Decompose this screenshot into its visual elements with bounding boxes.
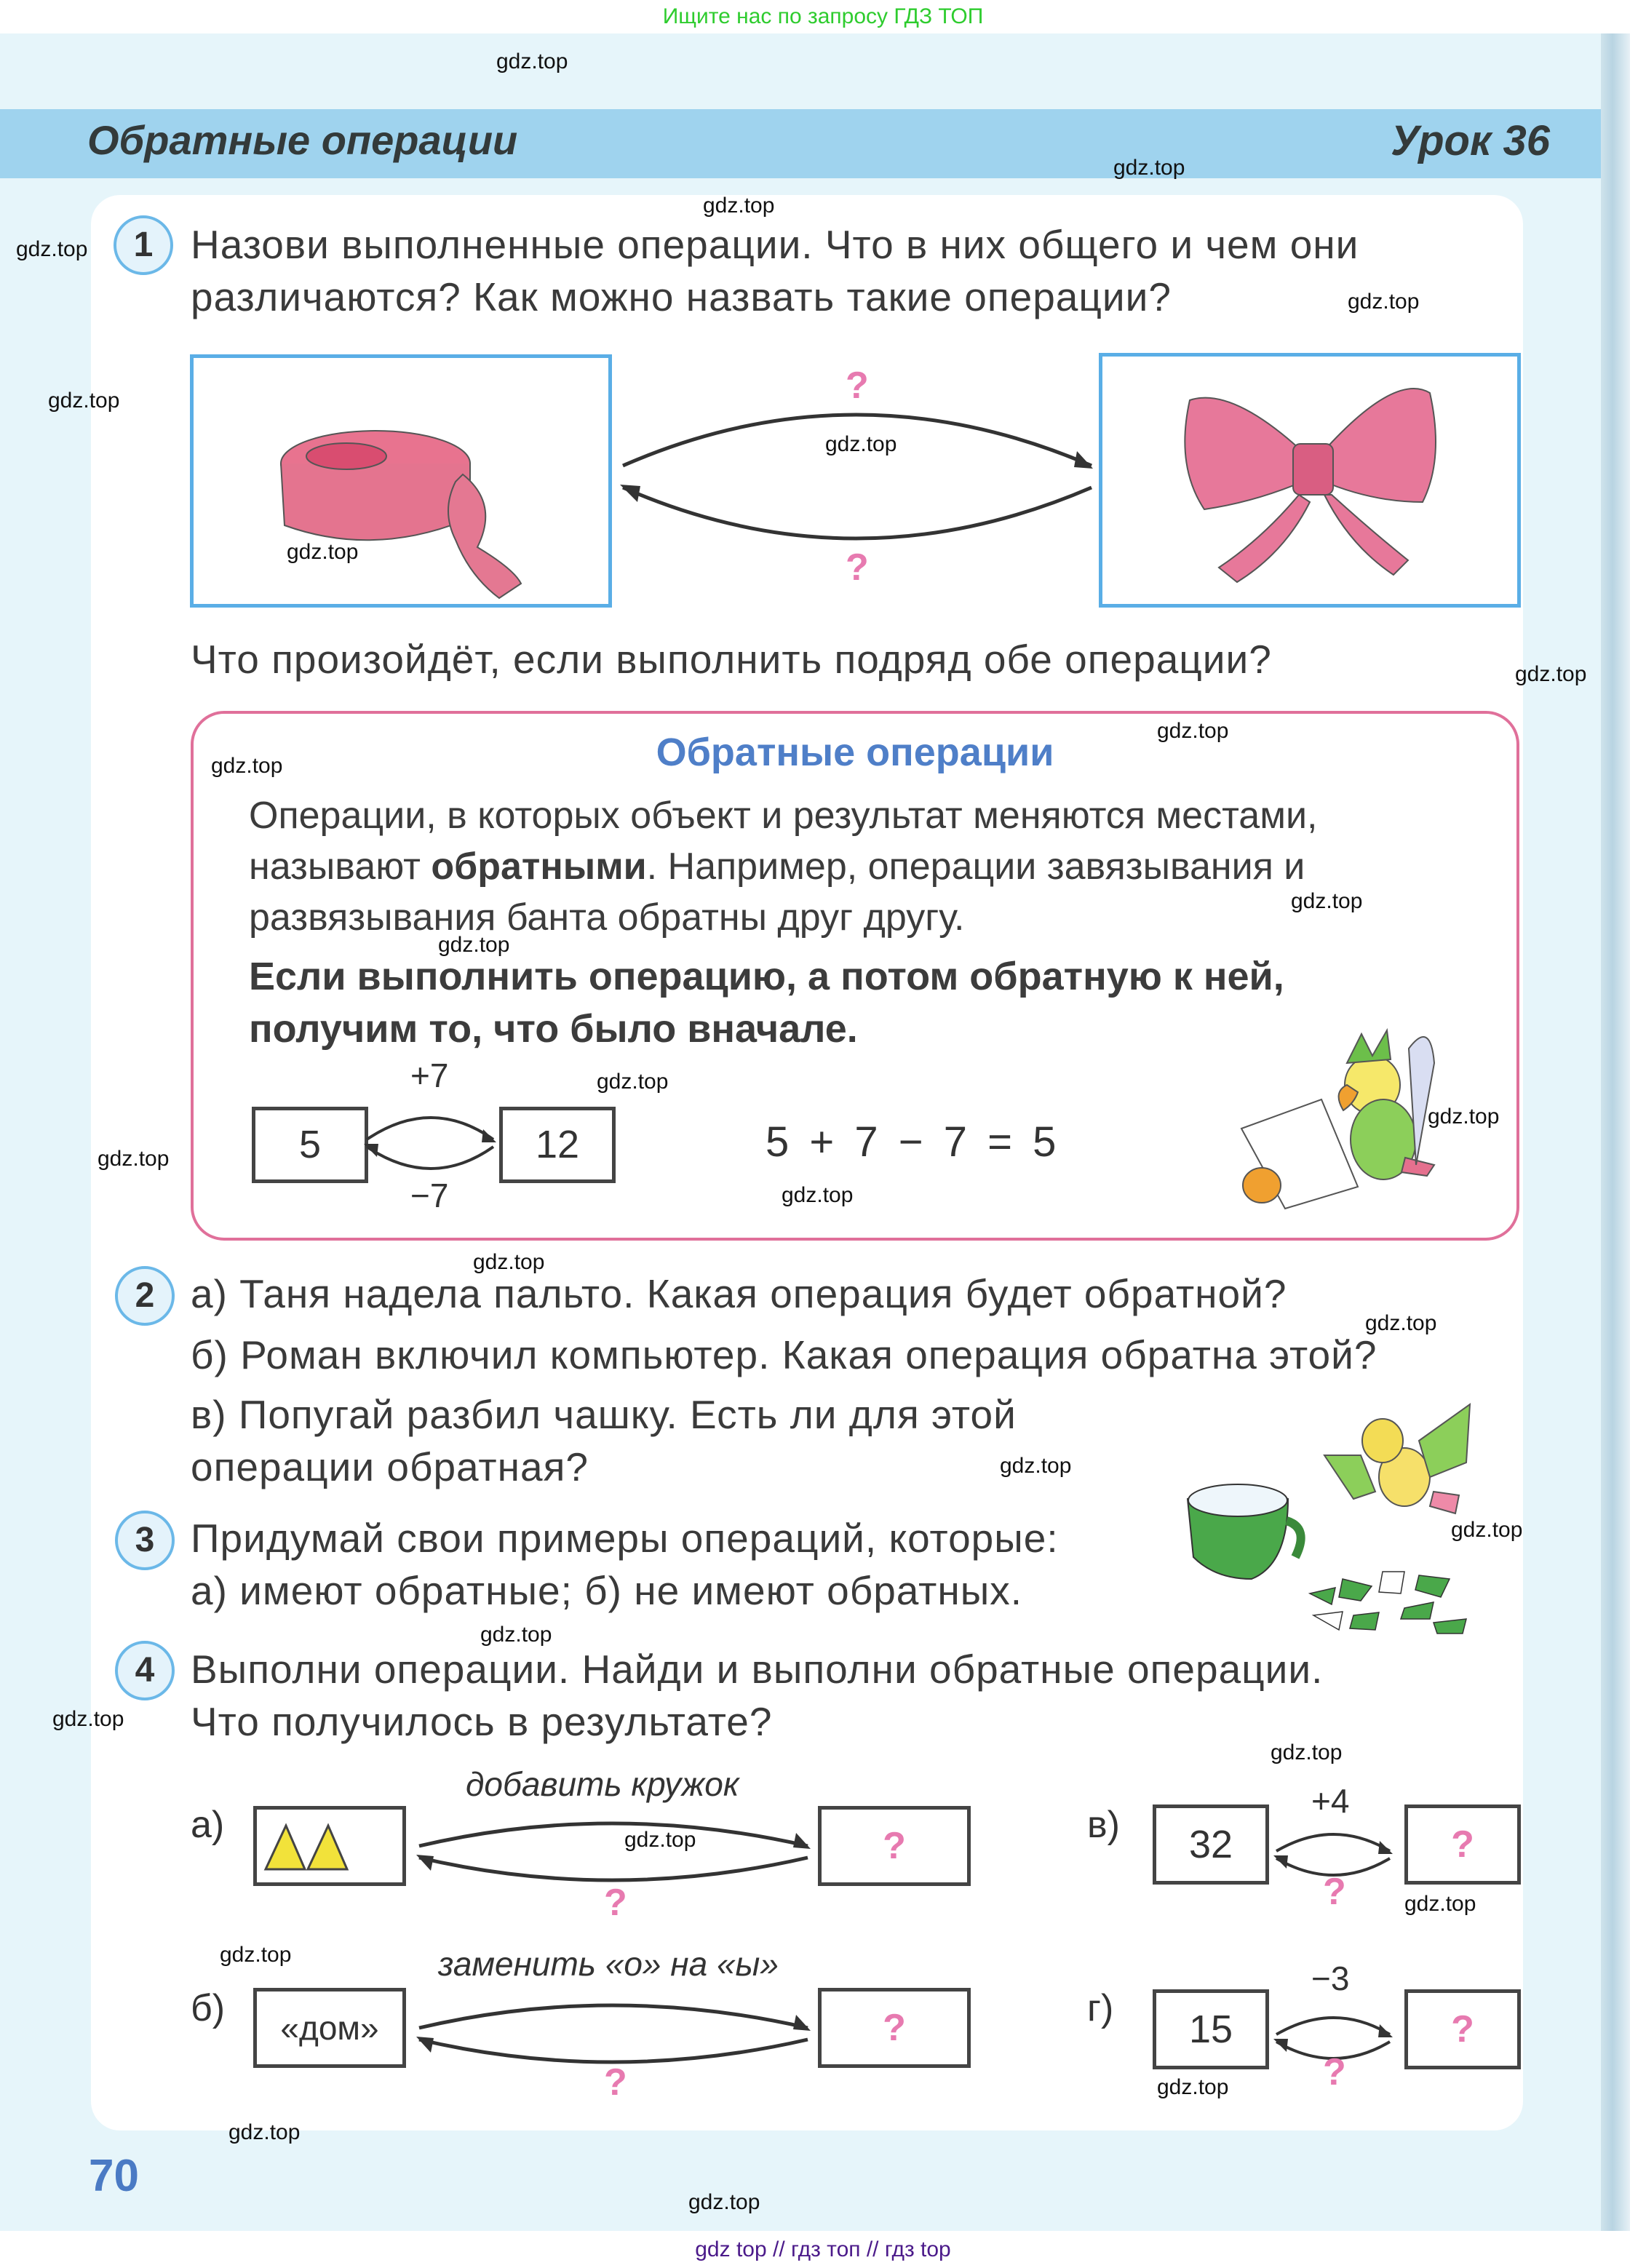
exercise-4v-result-question: ?	[1451, 1823, 1474, 1866]
exercise-2-a: а) Таня надела пальто. Какая операция будет обратной?	[191, 1271, 1287, 1316]
exercise-4b-result-box[interactable]	[818, 1988, 971, 2068]
exercise-4b-result-question: ?	[883, 2007, 906, 2049]
rule-bold-line-2: получим то, что было вначале.	[249, 1007, 858, 1051]
watermark: gdz.top	[688, 2190, 760, 2214]
exercise-4v-label: в)	[1087, 1804, 1120, 1846]
rule-bold-line-1: Если выполнить операцию, а потом обратную к ней,	[249, 955, 1284, 998]
rule-line-1: Операции, в которых объект и результат меняются местами,	[249, 795, 1318, 837]
parrot-broken-cup-icon	[1179, 1397, 1528, 1637]
exercise-4g-result-box[interactable]	[1404, 1989, 1521, 2069]
watermark: gdz.top	[624, 1828, 696, 1852]
exercise-4-line-1: Выполни операции. Найди и выполни обратные операции.	[191, 1647, 1324, 1692]
rule-box	[191, 711, 1519, 1241]
watermark: gdz.top	[1157, 2075, 1229, 2099]
rule-line-2-start: называют	[249, 845, 432, 888]
watermark: gdz.top	[782, 1183, 854, 1207]
watermark: gdz.top	[52, 1707, 124, 1731]
exercise-4a-operation: добавить кружок	[466, 1765, 739, 1803]
search-banner: Ищите нас по запросу ГДЗ ТОП	[662, 4, 984, 28]
exercise-2-c-line-2: операции обратная?	[191, 1444, 589, 1489]
exercise-4v-result-box[interactable]	[1404, 1805, 1521, 1885]
exercise-4v-from-box: 32	[1153, 1805, 1269, 1885]
watermark: gdz.top	[1365, 1311, 1437, 1335]
footer-links: gdz top // гдз топ // гдз top	[695, 2237, 951, 2261]
example-from-box: 5	[252, 1107, 368, 1183]
bow-image-box	[1099, 353, 1521, 608]
watermark: gdz.top	[1157, 719, 1229, 743]
watermark: gdz.top	[703, 194, 775, 218]
exercise-4g-label: г)	[1087, 1987, 1114, 2029]
exercise-4a-from-box	[253, 1806, 406, 1886]
page-title: Обратные операции	[87, 117, 518, 163]
exercise-4g-operation: −3	[1311, 1959, 1350, 1997]
watermark: gdz.top	[220, 1943, 292, 1967]
exercise-3-line-2: а) имеют обратные; б) не имеют обратных.	[191, 1568, 1023, 1613]
rule-term-bold: обратными	[431, 845, 647, 888]
exercise-1-line-1: Назови выполненные операции. Что в них общего и чем они	[191, 222, 1359, 267]
yellow-triangles-icon	[257, 1810, 402, 1882]
exercise-4b-operation: заменить «о» на «ы»	[438, 1945, 779, 1983]
lesson-number: Урок 36	[1391, 117, 1550, 164]
exercise-1-number: 1	[114, 215, 173, 275]
exercise-2-number: 2	[115, 1266, 175, 1326]
example-to-box: 12	[499, 1107, 616, 1183]
exercise-4b-inverse-question: ?	[604, 2061, 627, 2104]
example-forward-label: +7	[410, 1057, 449, 1094]
watermark: gdz.top	[48, 389, 120, 413]
exercise-4v-operation: +4	[1311, 1782, 1350, 1820]
exercise-1-followup: Что произойдёт, если выполнить подряд обе операции?	[191, 637, 1272, 682]
exercise-2-b: б) Роман включил компьютер. Какая операция обратна этой?	[191, 1332, 1377, 1377]
example-arrows-icon	[362, 1110, 501, 1176]
exercise-4b-arrows-icon	[415, 1997, 811, 2070]
exercise-4g-from-box: 15	[1153, 1989, 1269, 2069]
watermark: gdz.top	[438, 933, 510, 957]
rule-line-2	[249, 841, 1305, 892]
rule-line-2-end: . Например, операции завязывания и	[646, 845, 1305, 888]
watermark: gdz.top	[1451, 1518, 1523, 1542]
exercise-4a-inverse-question: ?	[604, 1882, 627, 1924]
watermark: gdz.top	[1271, 1740, 1343, 1764]
bow-icon	[1102, 357, 1517, 604]
page-number: 70	[89, 2151, 139, 2201]
watermark: gdz.top	[98, 1147, 170, 1171]
watermark: gdz.top	[1000, 1454, 1072, 1478]
exercise-4b-label: б)	[191, 1987, 226, 2029]
watermark: gdz.top	[496, 49, 568, 73]
backward-operation-question: ?	[846, 546, 869, 589]
page-spine-edge	[1601, 33, 1630, 2231]
watermark: gdz.top	[16, 237, 88, 261]
example-backward-label: −7	[410, 1177, 449, 1214]
exercise-4a-label: а)	[191, 1804, 225, 1846]
watermark: gdz.top	[597, 1070, 669, 1094]
watermark: gdz.top	[287, 540, 359, 564]
watermark: gdz.top	[480, 1623, 552, 1647]
watermark: gdz.top	[1348, 290, 1420, 314]
watermark: gdz.top	[1291, 889, 1363, 913]
watermark: gdz.top	[825, 432, 897, 456]
exercise-4a-result-box[interactable]	[818, 1806, 971, 1886]
watermark: gdz.top	[1404, 1892, 1476, 1916]
rule-line-3: развязывания банта обратны друг другу.	[249, 896, 965, 939]
rule-title: Обратные операции	[656, 731, 1054, 774]
exercise-2-c-line-1: в) Попугай разбил чашку. Есть ли для этой	[191, 1392, 1017, 1437]
exercise-1-line-2: различаются? Как можно назвать такие операции?	[191, 274, 1172, 319]
exercise-4v-inverse-question: ?	[1323, 1871, 1346, 1913]
exercise-4a-result-question: ?	[883, 1825, 906, 1867]
ribbon-roll-icon	[194, 358, 608, 604]
watermark: gdz.top	[228, 2120, 301, 2144]
watermark: gdz.top	[1113, 156, 1185, 180]
exercise-4b-from-box: «дом»	[253, 1988, 406, 2068]
exercise-3-number: 3	[115, 1511, 175, 1570]
exercise-4-line-2: Что получилось в результате?	[191, 1699, 773, 1744]
watermark: gdz.top	[473, 1250, 545, 1274]
watermark: gdz.top	[1428, 1105, 1500, 1129]
exercise-4g-result-question: ?	[1451, 2008, 1474, 2050]
watermark: gdz.top	[211, 754, 283, 778]
watermark: gdz.top	[1515, 662, 1587, 686]
exercise-3-line-1: Придумай свои примеры операций, которые:	[191, 1516, 1059, 1561]
ribbon-image-box	[190, 354, 612, 608]
forward-operation-question: ?	[846, 365, 869, 407]
example-equation: 5 + 7 − 7 = 5	[766, 1118, 1061, 1166]
exercise-4g-inverse-question: ?	[1323, 2051, 1346, 2093]
exercise-4-number: 4	[115, 1641, 175, 1700]
exercise-4a-arrows-icon	[415, 1815, 811, 1888]
